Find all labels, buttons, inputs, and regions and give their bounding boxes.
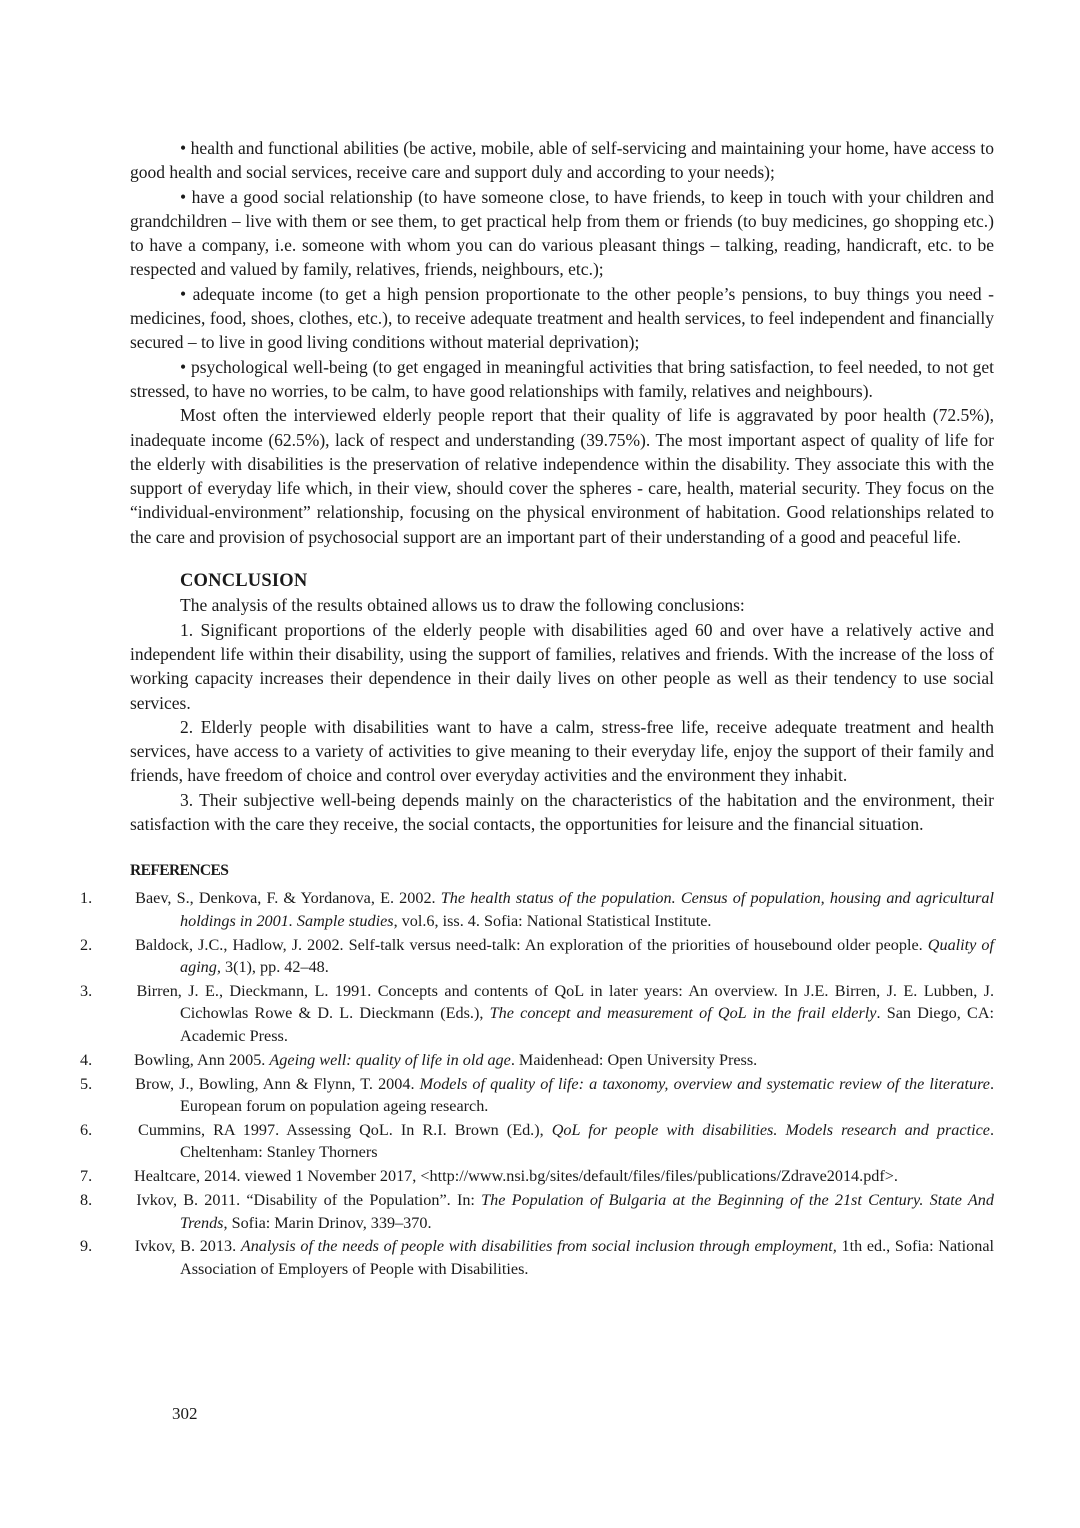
body-paragraph-findings: Most often the interviewed elderly people report that their quality of life is aggravated by poor health (72.5%), inadequate income (62.5%), lack of respect and understanding (39.75%). The most important aspect of quality of life for the elderly with disabilities is the preservation of relative independence within the disability. They associate this with the support of everyday life which, in their view, should cover the spheres - care, health, material security. They focus on the “individual-environment” relationship, focusing on the physical environment of habitation. Good relationships related to the care and provision of psychosocial support are an important part of their understanding of a good and peaceful life. [130, 405, 994, 547]
conclusion-heading: CONCLUSION [180, 571, 308, 592]
reference-details: . Cheltenham: Stanley Thorners [180, 1120, 994, 1162]
reference-title: Quality of aging, [180, 935, 994, 977]
reference-title: Ageing well: quality of life in old age [269, 1050, 511, 1069]
conclusion-point-1: 1. Significant proportions of the elderly people with disabilities aged 60 and over have a relatively active and independent life within their disability, using the support of families, relatives and friends. With the increase of the loss of working capacity increases their dependence in their daily lives on other people as well as their tendency to use social services. [130, 619, 994, 713]
reference-title: Analysis of the needs of people with disabilities from social inclusion through employment, [240, 1237, 837, 1256]
conclusion-point-3: 3. Their subjective well-being depends mainly on the characteristics of the habitation and the environment, their satisfaction with the care they receive, the social contacts, the opportunities for leisure and the financial situation. [130, 789, 994, 835]
reference-text: Cummins, RA 1997. Assessing QoL. In R.I. Brown (Ed.), [138, 1120, 552, 1139]
reference-item: 3. Birren, J. E., Dieckmann, L. 1991. Concepts and contents of QoL in later years: An overview. In J.E. Birren, J. E. Lubben, J. Cichowlas Rowe & D. L. Dieckmann (Eds.), The concept and measurement of QoL in the frail elderly. San Diego, CA: Academic Press. [80, 981, 995, 1045]
body-section [130, 136, 994, 549]
reference-details: . European forum on population ageing research. [180, 1074, 995, 1115]
reference-text: Ivkov, B. 2013. [134, 1237, 241, 1256]
reference-title: The Population of Bulgaria at the Beginning of the 21st Century. State And Trends [180, 1191, 994, 1232]
reference-item: 1. Baev, S., Denkova, F. & Yordanova, E. 2002. The health status of the population. Census of population, housing and agricultural holdings in 2001. Sample studies, vol.6, iss. 4. Sofia: National Statistical Institute. [80, 889, 995, 930]
bullet-health: • health and functional abilities (be active, mobile, able of self-servicing and maintaining your home, have access to good health and social services, receive care and support duly and according to your needs); [130, 138, 994, 183]
reference-title: Models of quality of life: a taxonomy, overview and systematic review of the literature [419, 1074, 990, 1093]
reference-text: Ivkov, B. 2011. “Disability of the Population”. In: [136, 1191, 482, 1210]
reference-text: Bowling, Ann 2005. [134, 1050, 270, 1069]
reference-title: QoL for people with disabilities. Models research and practice [551, 1120, 990, 1139]
reference-title: The health status of the population. Census of population, housing and agricultural holdings in 2001. Sample studies [180, 889, 995, 930]
reference-text: Brow, J., Bowling, Ann & Flynn, T. 2004. [135, 1074, 420, 1093]
conclusion-section [130, 569, 994, 836]
reference-item: 8. Ivkov, B. 2011. “Disability of the Population”. In: The Population of Bulgaria at the Beginning of the 21st Century. State And Trends, Sofia: Marin Drinov, 339–370. [80, 1191, 994, 1232]
reference-item: 7. Healtcare, 2014. viewed 1 November 2017, <http://www.nsi.bg/sites/default/files/files/publications/Zdrave2014.pdf>. [80, 1167, 898, 1186]
reference-details: 1th ed., Sofia: National Association of Employers of People with Disabilities. [180, 1237, 995, 1278]
reference-text: Healtcare, 2014. viewed 1 November 2017, <http://www.nsi.bg/sites/default/files/files/publications/Zdrave2014.pdf>. [134, 1167, 898, 1186]
reference-item: 4. Bowling, Ann 2005. Ageing well: quality of life in old age. Maidenhead: Open University Press. [80, 1050, 758, 1069]
reference-text: Baldock, J.C., Hadlow, J. 2002. Self-talk versus need-talk: An exploration of the priorities of housebound older people. [135, 935, 928, 954]
reference-details: , Sofia: Marin Drinov, 339–370. [223, 1213, 432, 1232]
reference-item: 2. Baldock, J.C., Hadlow, J. 2002. Self-talk versus need-talk: An exploration of the priorities of housebound older people. Quality of aging, 3(1), pp. 42–48. [80, 935, 994, 977]
references-heading: REFERENCES [130, 862, 229, 880]
reference-item: 6. Cummins, RA 1997. Assessing QoL. In R.I. Brown (Ed.), QoL for people with disabilities. Models research and practice. Cheltenham: Stanley Thorners [80, 1120, 994, 1162]
reference-title: The concept and measurement of QoL in the frail elderly [489, 1004, 877, 1023]
bullet-adequate-income: • adequate income (to get a high pension proportionate to the other people’s pensions, to buy things you need - medicines, food, shoes, clothes, etc.), to receive adequate treatment and health services, to feel independent and financially secured – to live in good living conditions without material deprivation); [130, 283, 994, 353]
reference-text: Birren, J. E., Dieckmann, L. 1991. Concepts and contents of QoL in later years: An overview. In J.E. Birren, J. E. Lubben, J. Cichowlas Rowe & D. L. Dieckmann (Eds.), [136, 981, 995, 1023]
reference-details: , vol.6, iss. 4. Sofia: National Statistical Institute. [393, 911, 712, 930]
reference-details: 3(1), pp. 42–48. [220, 958, 329, 977]
page-content [80, 136, 995, 1282]
bullet-psychological-wellbeing: • psychological well-being (to get engaged in meaningful activities that bring satisfaction, to feel needed, to not get stressed, to have no worries, to be calm, to have good relationships with family, relatives and neighbours). [130, 356, 994, 401]
bullet-social-relationship: • have a good social relationship (to have someone close, to have friends, to keep in touch with your children and grandchildren – live with them or see them, to get practical help from them or friends (to buy medicines, go shopping etc.) to have a company, i.e. someone with whom you can do various pleasant things – talking, reading, handicraft, etc. to be respected and valued by family, relatives, friends, neighbours, etc.); [130, 186, 994, 280]
reference-details: . San Diego, CA: Academic Press. [180, 1004, 995, 1045]
conclusion-point-2: 2. Elderly people with disabilities want to have a calm, stress-free life, receive adequate treatment and health services, have access to a variety of activities to give meaning to their everyday life, enjoy the support of their family and friends, have freedom of choice and control over everyday activities and the environment they inhabit. [130, 716, 994, 786]
reference-details: . Maidenhead: Open University Press. [510, 1050, 758, 1069]
page-number: 302 [172, 1404, 198, 1423]
reference-item: 5. Brow, J., Bowling, Ann & Flynn, T. 2004. Models of quality of life: a taxonomy, overview and systematic review of the literature. European forum on population ageing research. [80, 1074, 995, 1115]
reference-item: 9. Ivkov, B. 2013. Analysis of the needs of people with disabilities from social inclusion through employment, 1th ed., Sofia: National Association of Employers of People with Disabilities. [80, 1237, 995, 1278]
references-list [80, 887, 995, 1280]
reference-text: Baev, S., Denkova, F. & Yordanova, E. 2002. [135, 889, 441, 908]
conclusion-intro: The analysis of the results obtained allows us to draw the following conclusions: [180, 595, 745, 616]
